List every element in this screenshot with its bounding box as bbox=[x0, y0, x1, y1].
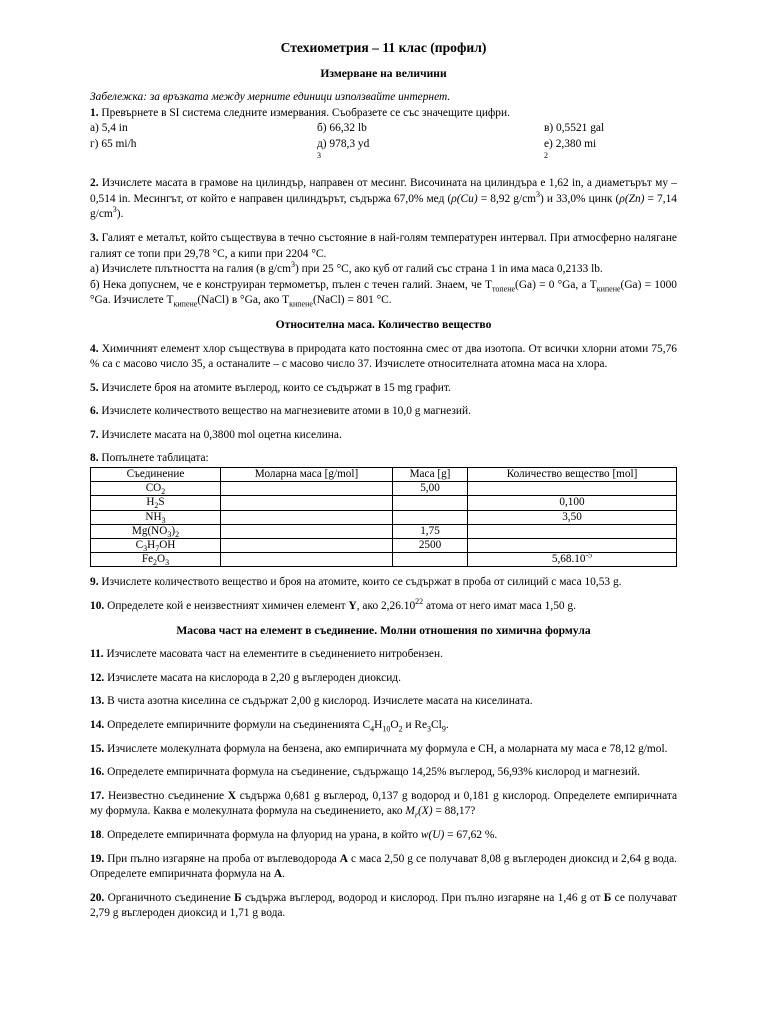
problem-14: 14. Определете емпиричните формули на съединенията $C_4H_{10}O_2$ и $Re_3Cl_9$. bbox=[90, 719, 449, 734]
compound-table bbox=[90, 467, 677, 567]
cell-mass bbox=[393, 496, 468, 510]
cell-amount bbox=[468, 524, 677, 538]
cell-compound: $H_2S$ bbox=[91, 496, 221, 510]
problem-4: 4. Химичният елемент хлор съществува в природата като постоянна смес от два изотопа. От всички хлорни атоми 75,76 % са с масово число 35, а останалите – с масово число 37. Изчислете относителната атомна маса на хлора. bbox=[90, 342, 677, 371]
col-header-molar-mass: Моларна маса [g/mol] bbox=[221, 468, 393, 482]
cell-amount: 0,100 bbox=[468, 496, 677, 510]
problem-1-items bbox=[90, 121, 677, 168]
cell-amount bbox=[468, 539, 677, 553]
problem-13: 13. В чиста азотна киселина се съдържат 2,00 g кислород. Изчислете масата на киселината. bbox=[90, 695, 533, 708]
section-heading-measurement: Измерване на величини bbox=[320, 66, 447, 80]
cell-molar-mass bbox=[221, 510, 393, 524]
problem-6: 6. Изчислете количеството вещество на магнезиевите атоми в 10,0 g магнезий. bbox=[90, 405, 471, 418]
problem-15: 15. Изчислете молекулната формула на бензена, ако емпиричната му формула е CH, а моларната му маса е 78,12 g/mol. bbox=[90, 742, 668, 755]
section-heading-relative-mass: Относителна маса. Количество вещество bbox=[275, 317, 492, 331]
item-d: д) 978,3 yd $^3$ bbox=[317, 137, 370, 160]
problem-1: 1. Превърнете в SI система следните измервания. Съобразете се със значещите цифри. bbox=[90, 106, 510, 119]
section-heading-mass-fraction: Масова част на елемент в съединение. Молни отношения по химична формула bbox=[176, 623, 591, 637]
cell-compound: $Mg(NO_3)_2$ bbox=[91, 524, 221, 538]
problem-3: 3. Галият е металът, който съществува в течно състояние в най-голям температурен интервал. При атмосферно налягане галият се топи при 29,78 °C, а кипи при 2204 °C. bbox=[90, 231, 677, 260]
cell-mass bbox=[393, 510, 468, 524]
cell-amount: 3,50 bbox=[468, 510, 677, 524]
cell-amount: $5,68.10^{-5}$ bbox=[468, 553, 677, 567]
col-header-mass: Маса [g] bbox=[393, 468, 468, 482]
col-header-compound: Съединение bbox=[91, 468, 221, 482]
item-g: г) 65 mi/h bbox=[90, 137, 137, 150]
problem-3a: а) Изчислете плътността на галия (в $g/cm^3$) при 25 °C, ако куб от галий със страна 1 in има маса 0,2133 lb. bbox=[90, 260, 603, 276]
problem-3b: б) Нека допуснем, че е конструиран термометър, пълен с течен галий. Знаем, че $T_{топене}(Ga) = 0$ °Ga, а $T_{кипене}(Ga) = 1000$ °Ga. Изчислете $T_{кипене}(NaCl)$ в °Ga, ако $T_{кипене}(NaCl) = 801$ °C. bbox=[90, 278, 677, 309]
problem-17: 17. Неизвестно съединение X съдържа 0,681 g въглерод, 0,137 g водород и 0,181 g кислород. Определете емпиричната му формула. Каква е молекулната формула на съединението, ако $M_r(X) = 88,17$? bbox=[90, 789, 677, 820]
item-b: б) 66,32 lb bbox=[317, 122, 367, 135]
note: Забележка: за връзката между мерните единици използвайте интернет. bbox=[90, 91, 451, 104]
problem-9: 9. Изчислете количеството вещество и броя на атомите, които се съдържат в проба от силиций с маса 10,53 g. bbox=[90, 576, 622, 589]
table-row bbox=[91, 482, 677, 496]
cell-molar-mass bbox=[221, 482, 393, 496]
table-header-row bbox=[91, 468, 677, 482]
problem-8: 8. Попълнете таблицата: bbox=[90, 452, 209, 465]
problem-11: 11. Изчислете масовата част на елементите в съединението нитробензен. bbox=[90, 648, 443, 661]
page-title: Стехиометрия – 11 клас (профил) bbox=[280, 40, 487, 55]
cell-molar-mass bbox=[221, 496, 393, 510]
problem-10: 10. Определете кой е неизвестният химичен елемент Y, ако 2,26.10$^{22}$ атома от него имат маса 1,50 g. bbox=[90, 597, 576, 613]
problem-18: 18. Определете емпиричната формула на флуорид на урана, в който w(U) = 67,62 %. bbox=[90, 829, 498, 842]
problem-2: 2. Изчислете масата в грамове на цилиндър, направен от месинг. Височината на цилиндъра е 1,62 in, а диаметърът му – 0,514 in. Месингът, от който е направен цилиндърът, съдържа 67,0% мед (ρ(Cu) = 8,92 $g/cm^3$) и 33,0% цинк (ρ(Zn) = 7,14 $g/cm^3$). bbox=[90, 177, 677, 221]
table-row bbox=[91, 553, 677, 567]
cell-mass: 2500 bbox=[393, 539, 468, 553]
cell-mass bbox=[393, 553, 468, 567]
cell-mass: 5,00 bbox=[393, 482, 468, 496]
problem-12: 12. Изчислете масата на кислорода в 2,20 g въглероден диоксид. bbox=[90, 671, 401, 684]
table-row bbox=[91, 510, 677, 524]
cell-compound: $C_3H_7OH$ bbox=[91, 539, 221, 553]
table-row bbox=[91, 496, 677, 510]
cell-molar-mass bbox=[221, 524, 393, 538]
cell-compound: $CO_2$ bbox=[91, 482, 221, 496]
table-row bbox=[91, 524, 677, 538]
cell-compound: $NH_3$ bbox=[91, 510, 221, 524]
item-v: в) 0,5521 gal bbox=[544, 122, 605, 135]
problem-5: 5. Изчислете броя на атомите въглерод, които се съдържат в 15 mg графит. bbox=[90, 381, 451, 394]
worksheet-page bbox=[90, 40, 677, 930]
item-a: а) 5,4 in bbox=[90, 122, 128, 135]
problem-16: 16. Определете емпиричната формула на съединение, съдържащо 14,25% въглерод, 56,93% кислород и магнезий. bbox=[90, 766, 641, 779]
cell-amount bbox=[468, 482, 677, 496]
col-header-amount: Количество вещество [mol] bbox=[468, 468, 677, 482]
cell-molar-mass bbox=[221, 539, 393, 553]
cell-compound: $Fe_2O_3$ bbox=[91, 553, 221, 567]
cell-molar-mass bbox=[221, 553, 393, 567]
problem-7: 7. Изчислете масата на 0,3800 mol оцетна киселина. bbox=[90, 428, 342, 441]
problem-20: 20. Органичното съединение Б съдържа въглерод, водород и кислород. При пълно изгаряне на 1,46 g от Б се получават 2,79 g въглероден диоксид и 1,71 g вода. bbox=[90, 891, 677, 920]
problem-19: 19. При пълно изгаряне на проба от въглеводорода А с маса 2,50 g се получават 8,08 g въглероден диоксид и 2,64 g вода. Определете емпиричната формула на А. bbox=[90, 852, 677, 881]
item-e: е) 2,380 mi $^2$ bbox=[544, 137, 597, 160]
cell-mass: 1,75 bbox=[393, 524, 468, 538]
